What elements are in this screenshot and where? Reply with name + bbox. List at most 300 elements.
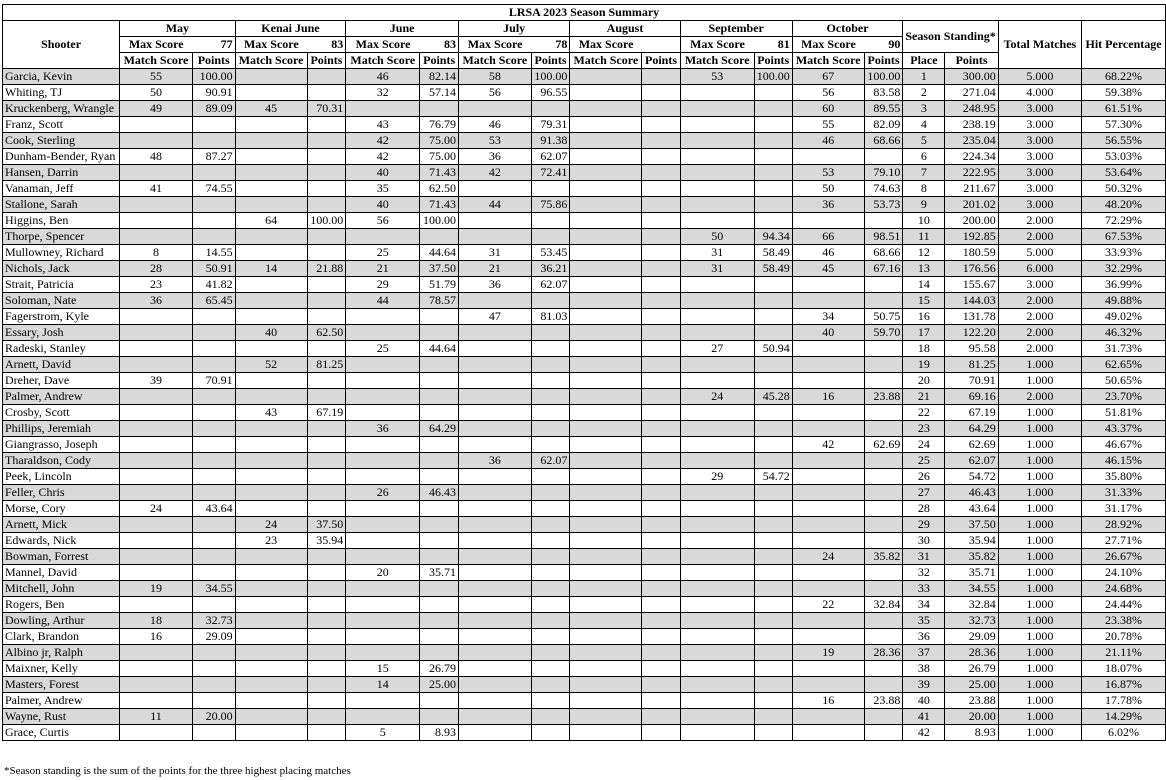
points-cell: 58.49 [754, 261, 792, 277]
points-cell [531, 229, 570, 245]
points-cell: 62.07 [531, 149, 570, 165]
total-matches-cell: 1.000 [998, 693, 1081, 709]
match-score-cell [346, 309, 420, 325]
place-cell: 15 [903, 293, 945, 309]
match-score-cell [235, 661, 307, 677]
match-score-cell [680, 453, 754, 469]
place-cell: 23 [903, 421, 945, 437]
place-cell: 37 [903, 645, 945, 661]
points-header: Points [642, 53, 680, 69]
match-score-cell [570, 85, 642, 101]
table-row [3, 437, 1166, 453]
match-score-cell: 23 [235, 533, 307, 549]
hit-percentage-cell: 51.81% [1082, 405, 1166, 421]
place-cell: 1 [903, 69, 945, 85]
points-cell [307, 165, 346, 181]
points-cell [192, 661, 235, 677]
points-cell: 100.00 [531, 69, 570, 85]
points-cell: 14.55 [192, 245, 235, 261]
match-score-cell: 16 [120, 629, 193, 645]
match-score-cell [680, 565, 754, 581]
match-score-cell: 48 [120, 149, 193, 165]
match-score-cell: 20 [346, 565, 420, 581]
shooter-name: Masters, Forest [3, 677, 120, 693]
match-score-cell [792, 677, 864, 693]
match-score-cell: 29 [346, 277, 420, 293]
points-cell [307, 197, 346, 213]
match-score-cell [458, 421, 531, 437]
match-score-cell: 43 [235, 405, 307, 421]
match-score-cell [458, 597, 531, 613]
points-cell [307, 581, 346, 597]
points-cell: 54.72 [754, 469, 792, 485]
match-score-cell [235, 645, 307, 661]
match-score-cell: 42 [458, 165, 531, 181]
points-cell [307, 341, 346, 357]
points-cell [420, 405, 459, 421]
points-cell: 81.25 [307, 357, 346, 373]
total-matches-cell: 1.000 [998, 405, 1081, 421]
match-score-cell: 34 [792, 309, 864, 325]
match-score-cell [120, 597, 193, 613]
match-score-cell [458, 293, 531, 309]
match-score-cell [570, 533, 642, 549]
points-cell [642, 245, 680, 261]
points-header: Points [307, 53, 346, 69]
season-points-cell: 200.00 [945, 213, 998, 229]
shooter-name: Dunham-Bender, Ryan [3, 149, 120, 165]
points-cell [531, 437, 570, 453]
total-matches-cell: 2.000 [998, 389, 1081, 405]
hit-percentage-cell: 57.30% [1082, 117, 1166, 133]
points-cell [531, 341, 570, 357]
match-score-cell [792, 581, 864, 597]
match-score-cell [570, 133, 642, 149]
table-row [3, 357, 1166, 373]
points-cell [531, 373, 570, 389]
match-score-cell: 55 [120, 69, 193, 85]
match-score-cell [458, 549, 531, 565]
place-cell: 6 [903, 149, 945, 165]
points-cell [754, 693, 792, 709]
points-cell [420, 501, 459, 517]
total-matches-cell: 2.000 [998, 293, 1081, 309]
total-matches-cell: 1.000 [998, 485, 1081, 501]
table-row [3, 325, 1166, 341]
points-cell: 74.63 [864, 181, 903, 197]
shooter-name: Vanaman, Jeff [3, 181, 120, 197]
season-points-cell: 43.64 [945, 501, 998, 517]
match-score-cell: 42 [792, 437, 864, 453]
total-matches-cell: 1.000 [998, 533, 1081, 549]
shooter-name: Bowman, Forrest [3, 549, 120, 565]
match-score-cell [120, 645, 193, 661]
total-matches-cell: 1.000 [998, 709, 1081, 725]
place-cell: 41 [903, 709, 945, 725]
match-score-cell: 8 [120, 245, 193, 261]
match-score-cell [458, 389, 531, 405]
points-cell: 70.91 [192, 373, 235, 389]
points-cell [864, 661, 903, 677]
points-cell [531, 597, 570, 613]
place-cell: 30 [903, 533, 945, 549]
season-points-cell: 81.25 [945, 357, 998, 373]
hit-percentage-cell: 53.64% [1082, 165, 1166, 181]
match-score-cell: 60 [792, 101, 864, 117]
hit-percentage-header: Hit Percentage [1082, 21, 1166, 69]
match-score-cell [235, 245, 307, 261]
match-score-cell: 56 [346, 213, 420, 229]
match-score-cell [458, 533, 531, 549]
points-cell [307, 309, 346, 325]
max-score-value: 83 [420, 37, 459, 53]
match-score-cell [120, 661, 193, 677]
points-cell [192, 325, 235, 341]
match-score-cell [680, 485, 754, 501]
match-score-cell: 31 [458, 245, 531, 261]
points-cell [420, 325, 459, 341]
match-score-cell [680, 597, 754, 613]
table-row [3, 565, 1166, 581]
match-score-cell [120, 213, 193, 229]
total-matches-cell: 3.000 [998, 117, 1081, 133]
total-matches-cell: 1.000 [998, 597, 1081, 613]
hit-percentage-cell: 46.32% [1082, 325, 1166, 341]
match-score-cell: 55 [792, 117, 864, 133]
place-cell: 12 [903, 245, 945, 261]
points-cell [192, 677, 235, 693]
season-points-cell: 32.73 [945, 613, 998, 629]
match-score-cell [346, 357, 420, 373]
match-score-cell [680, 373, 754, 389]
place-cell: 35 [903, 613, 945, 629]
match-score-cell [792, 373, 864, 389]
points-cell [642, 661, 680, 677]
match-score-cell [570, 181, 642, 197]
match-score-cell [235, 293, 307, 309]
points-cell [307, 549, 346, 565]
points-cell [420, 101, 459, 117]
match-score-cell [235, 693, 307, 709]
points-cell: 100.00 [307, 213, 346, 229]
points-cell: 91.38 [531, 133, 570, 149]
shooter-name: Whiting, TJ [3, 85, 120, 101]
table-row [3, 645, 1166, 661]
match-score-cell [570, 645, 642, 661]
season-points-cell: 20.00 [945, 709, 998, 725]
table-row [3, 181, 1166, 197]
total-matches-cell: 2.000 [998, 229, 1081, 245]
points-cell [754, 629, 792, 645]
match-score-cell [235, 485, 307, 501]
match-score-cell [570, 677, 642, 693]
season-standing-header: Season Standing* [903, 21, 998, 53]
points-cell [864, 517, 903, 533]
match-score-cell [570, 629, 642, 645]
place-cell: 16 [903, 309, 945, 325]
match-score-cell [570, 165, 642, 181]
match-score-cell: 24 [120, 501, 193, 517]
match-score-cell [346, 389, 420, 405]
points-cell [307, 629, 346, 645]
month-header: May [120, 21, 235, 37]
table-row [3, 581, 1166, 597]
points-cell [531, 693, 570, 709]
points-cell [307, 661, 346, 677]
match-score-cell [346, 581, 420, 597]
points-cell [642, 213, 680, 229]
max-score-value: 78 [531, 37, 570, 53]
match-score-cell: 19 [792, 645, 864, 661]
match-score-cell [458, 101, 531, 117]
match-score-cell [235, 341, 307, 357]
match-score-cell [680, 581, 754, 597]
match-score-cell [235, 725, 307, 741]
match-score-cell: 21 [346, 261, 420, 277]
place-cell: 24 [903, 437, 945, 453]
match-score-cell [680, 149, 754, 165]
season-points-cell: 37.50 [945, 517, 998, 533]
match-score-cell [458, 661, 531, 677]
match-score-cell [680, 613, 754, 629]
points-cell [192, 341, 235, 357]
match-score-cell [235, 469, 307, 485]
match-score-cell [346, 501, 420, 517]
hit-percentage-cell: 49.02% [1082, 309, 1166, 325]
points-cell: 62.07 [531, 453, 570, 469]
season-points-cell: 35.82 [945, 549, 998, 565]
match-score-cell: 40 [346, 165, 420, 181]
match-score-cell: 36 [458, 277, 531, 293]
match-score-cell: 66 [792, 229, 864, 245]
hit-percentage-cell: 14.29% [1082, 709, 1166, 725]
match-score-cell [680, 357, 754, 373]
match-score-cell: 31 [680, 245, 754, 261]
shooter-name: Fagerstrom, Kyle [3, 309, 120, 325]
points-cell [307, 229, 346, 245]
shooter-name: Peek, Lincoln [3, 469, 120, 485]
match-score-cell [570, 309, 642, 325]
match-score-cell: 67 [792, 69, 864, 85]
hit-percentage-cell: 53.03% [1082, 149, 1166, 165]
place-cell: 14 [903, 277, 945, 293]
place-cell: 18 [903, 341, 945, 357]
match-score-cell [680, 517, 754, 533]
points-cell [307, 373, 346, 389]
match-score-cell [235, 373, 307, 389]
max-score-label: Max Score [570, 37, 642, 53]
place-cell: 27 [903, 485, 945, 501]
season-points-cell: 300.00 [945, 69, 998, 85]
match-score-cell: 47 [458, 309, 531, 325]
match-score-cell [120, 453, 193, 469]
points-cell [531, 629, 570, 645]
shooter-name: Hansen, Darrin [3, 165, 120, 181]
points-cell [307, 469, 346, 485]
points-cell [192, 213, 235, 229]
max-score-label: Max Score [346, 37, 420, 53]
points-cell [642, 501, 680, 517]
match-score-cell [235, 437, 307, 453]
points-cell [642, 629, 680, 645]
match-score-cell [792, 213, 864, 229]
points-cell [420, 437, 459, 453]
points-cell [642, 389, 680, 405]
table-row [3, 693, 1166, 709]
points-cell [864, 565, 903, 581]
points-cell [642, 709, 680, 725]
table-row [3, 533, 1166, 549]
points-cell [531, 485, 570, 501]
points-cell [307, 133, 346, 149]
match-score-cell [680, 709, 754, 725]
match-score-cell [458, 405, 531, 421]
points-cell [531, 325, 570, 341]
total-matches-cell: 1.000 [998, 373, 1081, 389]
points-cell [754, 661, 792, 677]
table-row [3, 421, 1166, 437]
month-header: October [792, 21, 903, 37]
points-cell [420, 629, 459, 645]
points-cell [642, 677, 680, 693]
points-cell [531, 549, 570, 565]
shooter-name: Mullowney, Richard [3, 245, 120, 261]
points-cell [864, 581, 903, 597]
points-cell [420, 357, 459, 373]
match-score-cell [570, 325, 642, 341]
total-matches-cell: 5.000 [998, 245, 1081, 261]
match-score-cell [235, 85, 307, 101]
match-score-cell: 11 [120, 709, 193, 725]
hit-percentage-cell: 72.29% [1082, 213, 1166, 229]
match-score-cell [458, 581, 531, 597]
points-cell [192, 117, 235, 133]
season-points-cell: 25.00 [945, 677, 998, 693]
hit-percentage-cell: 59.38% [1082, 85, 1166, 101]
season-points-cell: 64.29 [945, 421, 998, 437]
points-cell [754, 709, 792, 725]
match-score-cell [346, 693, 420, 709]
table-row [3, 261, 1166, 277]
match-score-header: Match Score [235, 53, 307, 69]
match-score-cell: 36 [120, 293, 193, 309]
match-score-cell: 25 [346, 341, 420, 357]
total-matches-cell: 3.000 [998, 149, 1081, 165]
points-cell: 50.94 [754, 341, 792, 357]
shooter-name: Feller, Chris [3, 485, 120, 501]
points-cell [754, 165, 792, 181]
points-cell [754, 517, 792, 533]
points-cell [307, 677, 346, 693]
match-score-cell [235, 453, 307, 469]
points-cell: 71.43 [420, 165, 459, 181]
season-points-cell: 34.55 [945, 581, 998, 597]
match-score-cell: 46 [792, 245, 864, 261]
match-score-cell [346, 709, 420, 725]
points-cell [864, 677, 903, 693]
points-cell [531, 709, 570, 725]
match-score-cell [458, 341, 531, 357]
points-cell: 89.09 [192, 101, 235, 117]
points-cell [642, 277, 680, 293]
month-header: August [570, 21, 680, 37]
table-row [3, 549, 1166, 565]
hit-percentage-cell: 46.15% [1082, 453, 1166, 469]
shooter-name: Dreher, Dave [3, 373, 120, 389]
total-matches-header: Total Matches [998, 21, 1081, 69]
match-score-cell [458, 229, 531, 245]
points-cell [192, 725, 235, 741]
points-cell [754, 645, 792, 661]
match-score-cell: 45 [235, 101, 307, 117]
total-matches-cell: 4.000 [998, 85, 1081, 101]
match-score-cell [458, 469, 531, 485]
match-score-cell [570, 581, 642, 597]
place-cell: 42 [903, 725, 945, 741]
match-score-cell [680, 101, 754, 117]
match-score-cell [680, 293, 754, 309]
place-cell: 33 [903, 581, 945, 597]
points-cell [642, 261, 680, 277]
place-cell: 3 [903, 101, 945, 117]
match-score-cell: 40 [346, 197, 420, 213]
table-row [3, 405, 1166, 421]
points-cell [192, 229, 235, 245]
match-score-cell [792, 293, 864, 309]
place-cell: 20 [903, 373, 945, 389]
place-cell: 34 [903, 597, 945, 613]
season-points-cell: 23.88 [945, 693, 998, 709]
match-score-cell: 28 [120, 261, 193, 277]
place-cell: 4 [903, 117, 945, 133]
points-cell [642, 325, 680, 341]
place-header: Place [903, 53, 945, 69]
season-points-cell: 155.67 [945, 277, 998, 293]
points-cell: 100.00 [754, 69, 792, 85]
season-points-cell: 271.04 [945, 85, 998, 101]
match-score-cell [235, 629, 307, 645]
hit-percentage-cell: 26.67% [1082, 549, 1166, 565]
points-cell [754, 181, 792, 197]
total-matches-cell: 1.000 [998, 469, 1081, 485]
points-cell [754, 309, 792, 325]
total-matches-cell: 1.000 [998, 357, 1081, 373]
points-cell: 67.19 [307, 405, 346, 421]
match-score-cell [346, 533, 420, 549]
match-score-cell: 24 [235, 517, 307, 533]
points-header: Points [531, 53, 570, 69]
points-cell: 89.55 [864, 101, 903, 117]
points-cell [642, 437, 680, 453]
points-cell [864, 725, 903, 741]
points-cell [642, 85, 680, 101]
table-row [3, 501, 1166, 517]
points-cell [420, 709, 459, 725]
table-row [3, 341, 1166, 357]
title-row [3, 5, 1166, 21]
month-header: June [346, 21, 459, 37]
hit-percentage-cell: 17.78% [1082, 693, 1166, 709]
points-cell: 35.94 [307, 533, 346, 549]
match-score-cell [120, 549, 193, 565]
points-cell [642, 229, 680, 245]
place-cell: 32 [903, 565, 945, 581]
match-score-cell [120, 197, 193, 213]
points-cell: 62.50 [307, 325, 346, 341]
points-cell: 29.09 [192, 629, 235, 645]
points-cell: 81.03 [531, 309, 570, 325]
shooter-name: Edwards, Nick [3, 533, 120, 549]
